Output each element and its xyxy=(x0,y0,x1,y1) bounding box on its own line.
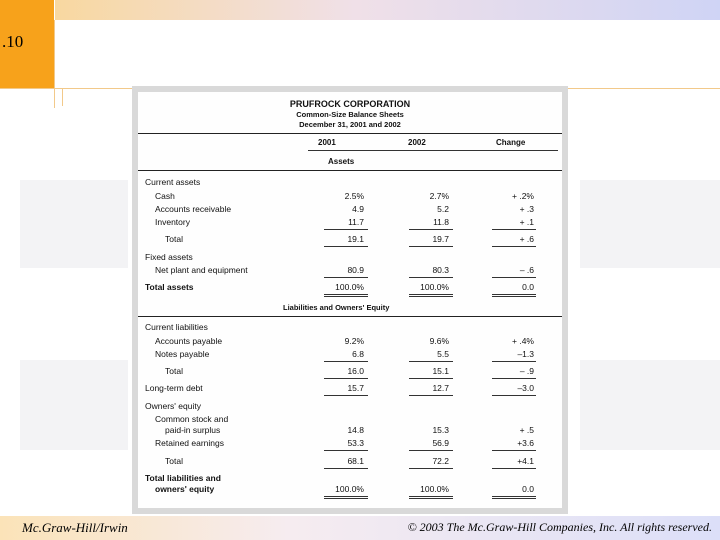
underline xyxy=(324,361,368,362)
col-header-change: Change xyxy=(496,138,526,147)
cl-total-2002: 15.1 xyxy=(432,366,449,376)
underline xyxy=(409,361,453,362)
underline xyxy=(492,229,536,230)
np-change: –1.3 xyxy=(517,349,534,359)
underline xyxy=(492,378,536,379)
cl-total-2001: 16.0 xyxy=(347,366,364,376)
underline xyxy=(409,468,453,469)
underline xyxy=(409,378,453,379)
cs-change: + .5 xyxy=(519,425,534,435)
ar-change: + .3 xyxy=(519,204,534,214)
rule xyxy=(308,150,558,151)
ltd-2001: 15.7 xyxy=(347,383,364,393)
underline xyxy=(492,361,536,362)
re-change: +3.6 xyxy=(517,438,534,448)
label-cl-total: Total xyxy=(165,366,183,376)
underline xyxy=(324,395,368,396)
underline xyxy=(492,395,536,396)
label-net-plant: Net plant and equipment xyxy=(155,265,248,275)
np-2002: 5.5 xyxy=(437,349,449,359)
cl-total-change: – .9 xyxy=(519,366,534,376)
label-total-assets: Total assets xyxy=(145,282,194,292)
ca-total-change: + .6 xyxy=(519,234,534,244)
common-size-balance-sheet xyxy=(138,92,562,508)
underline xyxy=(409,395,453,396)
label-owners-equity-total: owners' equity xyxy=(155,484,215,494)
ta-2001: 100.0% xyxy=(335,282,364,292)
re-2001: 53.3 xyxy=(347,438,364,448)
np-2001: 6.8 xyxy=(352,349,364,359)
statement-subtitle: Common-Size Balance Sheets xyxy=(296,110,404,119)
assets-header: Assets xyxy=(328,157,355,166)
publisher-name: Mc.Graw-Hill/Irwin xyxy=(22,520,128,535)
double-underline xyxy=(324,496,368,499)
double-underline xyxy=(324,294,368,297)
slide-number: .10 xyxy=(2,32,24,51)
inv-2001: 11.7 xyxy=(348,217,364,227)
label-accounts-receivable: Accounts receivable xyxy=(155,204,232,214)
underline xyxy=(324,378,368,379)
underline xyxy=(492,468,536,469)
oe-total-2001: 68.1 xyxy=(347,456,364,466)
liabilities-header: Liabilities and Owners' Equity xyxy=(283,303,390,312)
double-underline xyxy=(409,496,453,499)
oe-total-2002: 72.2 xyxy=(432,456,449,466)
ar-2001: 4.9 xyxy=(352,204,364,214)
label-ca-total: Total xyxy=(165,234,183,244)
col-header-2002: 2002 xyxy=(408,138,426,147)
rule xyxy=(138,133,562,134)
underline xyxy=(492,246,536,247)
underline xyxy=(324,468,368,469)
cs-2002: 15.3 xyxy=(432,425,449,435)
cs-2001: 14.8 xyxy=(347,425,364,435)
label-fixed-assets: Fixed assets xyxy=(145,252,193,262)
ta-2002: 100.0% xyxy=(420,282,449,292)
label-long-term-debt: Long-term debt xyxy=(145,383,203,393)
ca-total-2002: 19.7 xyxy=(432,234,449,244)
npe-2001: 80.9 xyxy=(347,265,364,275)
label-total-liabilities: Total liabilities and xyxy=(145,473,221,483)
inv-change: + .1 xyxy=(519,217,534,227)
cash-2001: 2.5% xyxy=(344,191,364,201)
underline xyxy=(324,246,368,247)
underline xyxy=(324,450,368,451)
label-paid-in-surplus: paid-in surplus xyxy=(165,425,221,435)
double-underline xyxy=(492,496,536,499)
label-inventory: Inventory xyxy=(155,217,190,227)
label-current-liabilities: Current liabilities xyxy=(145,322,208,332)
npe-change: – .6 xyxy=(519,265,534,275)
underline xyxy=(409,277,453,278)
re-2002: 56.9 xyxy=(432,438,449,448)
tle-2001: 100.0% xyxy=(335,484,364,494)
tle-2002: 100.0% xyxy=(420,484,449,494)
copyright-notice: © 2003 The Mc.Graw-Hill Companies, Inc. All rights reserved. xyxy=(407,520,712,534)
ap-2001: 9.2% xyxy=(344,336,364,346)
label-current-assets: Current assets xyxy=(145,177,201,187)
col-header-2001: 2001 xyxy=(318,138,336,147)
ta-change: 0.0 xyxy=(522,282,534,292)
statement-dates: December 31, 2001 and 2002 xyxy=(299,120,401,129)
cash-2002: 2.7% xyxy=(429,191,449,201)
inv-2002: 11.8 xyxy=(433,217,449,227)
rule xyxy=(138,170,562,171)
label-common-stock: Common stock and xyxy=(155,414,229,424)
top-gradient-band xyxy=(55,0,720,20)
underline xyxy=(324,229,368,230)
underline xyxy=(409,229,453,230)
underline xyxy=(492,277,536,278)
label-retained-earnings: Retained earnings xyxy=(155,438,224,448)
underline xyxy=(492,450,536,451)
rule xyxy=(138,316,562,317)
label-owners-equity: Owners' equity xyxy=(145,401,201,411)
oe-total-change: +4.1 xyxy=(517,456,534,466)
cash-change: + .2% xyxy=(512,191,534,201)
label-accounts-payable: Accounts payable xyxy=(155,336,223,346)
company-name: PRUFROCK CORPORATION xyxy=(289,99,411,109)
ap-2002: 9.6% xyxy=(429,336,449,346)
ltd-change: –3.0 xyxy=(517,383,534,393)
underline xyxy=(409,246,453,247)
ca-total-2001: 19.1 xyxy=(347,234,364,244)
underline xyxy=(324,277,368,278)
tle-change: 0.0 xyxy=(522,484,534,494)
ltd-2002: 12.7 xyxy=(432,383,449,393)
ar-2002: 5.2 xyxy=(437,204,449,214)
npe-2002: 80.3 xyxy=(432,265,449,275)
label-oe-total: Total xyxy=(165,456,183,466)
label-cash: Cash xyxy=(155,191,175,201)
label-notes-payable: Notes payable xyxy=(155,349,210,359)
double-underline xyxy=(409,294,453,297)
underline xyxy=(409,450,453,451)
double-underline xyxy=(492,294,536,297)
ap-change: + .4% xyxy=(512,336,534,346)
